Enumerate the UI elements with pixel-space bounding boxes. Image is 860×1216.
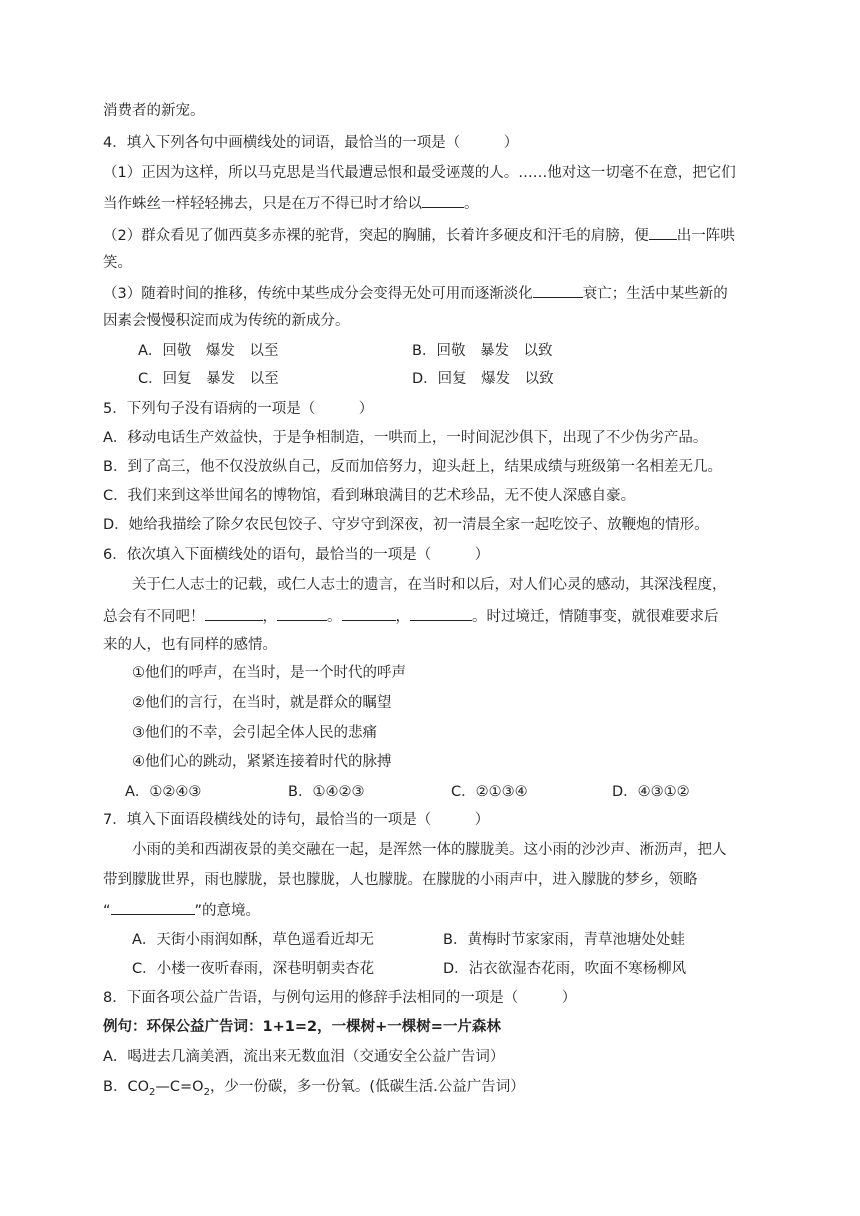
question-5-stem: 5．下列句子没有语病的一项是（ ） <box>103 401 374 417</box>
question-7-stem: 7．填入下面语段横线处的诗句，最恰当的一项是（ ） <box>103 812 490 828</box>
q4-s1-end: 。 <box>464 196 479 212</box>
q4-s2-text: （2）群众看见了伽西莫多赤裸的驼背，突起的胸脯，长着许多硬皮和汗毛的肩膀，便 <box>103 228 649 244</box>
q7-p3-end: ”的意境。 <box>194 903 261 919</box>
q6-option-b: B．①④②③ <box>288 784 365 800</box>
q5-option-a: A．移动电话生产效益快，于是争相制造，一哄而上，一时间泥沙俱下，出现了不少伪劣产品。 <box>103 430 708 446</box>
q4-s1-text: 当作蛛丝一样轻轻拂去，只是在万不得已时才给以 <box>103 196 422 212</box>
q6-item-4: ④他们心的跳动，紧紧连接着时代的脉搏 <box>132 754 392 770</box>
answer-blank <box>342 606 396 621</box>
q7-open-quote: “ <box>103 903 111 919</box>
q4-option-d: D．回复 爆发 以致 <box>412 371 554 387</box>
answer-blank <box>533 283 583 298</box>
q4-sentence-1-line-1: （1）正因为这样，所以马克思是当代最遭忌恨和最受诬蔑的人。……他对这一切毫不在意，把它们 <box>103 165 736 181</box>
q8-b-text: ，少一份碳，多一份氧。(低碳生活.公益广告词） <box>209 1079 525 1095</box>
q6-option-c: C．②①③④ <box>451 784 528 800</box>
answer-blank <box>205 606 263 621</box>
q4-option-a: A．回敬 爆发 以至 <box>138 343 279 359</box>
question-6-stem: 6．依次填入下面横线处的语句，最恰当的一项是（ ） <box>103 547 490 563</box>
q6-option-d: D．④③①② <box>612 784 690 800</box>
q6-item-3: ③他们的不幸，会引起全体人民的悲痛 <box>132 725 377 741</box>
question-4-stem: 4．填入下列各句中画横线处的词语，最恰当的一项是（ ） <box>103 135 519 151</box>
q6-item-2: ②他们的言行，在当时，就是群众的瞩望 <box>132 695 392 711</box>
q7-option-b: B．黄梅时节家家雨，青草池塘处处蛙 <box>443 932 685 948</box>
q4-sentence-2-line-1 <box>103 225 735 246</box>
text-line: 消费者的新宠。 <box>103 103 205 119</box>
q7-passage-line-1: 小雨的美和西湖夜景的美交融在一起，是浑然一体的朦胧美。这小雨的沙沙声、淅沥声，把人 <box>132 842 727 858</box>
q8-b-prefix: B．CO <box>103 1079 149 1095</box>
answer-blank <box>649 225 677 240</box>
q8-option-b <box>103 1077 525 1103</box>
q7-passage-line-3 <box>103 900 260 921</box>
q4-s3-end: 衰亡；生活中某些新的 <box>582 286 728 302</box>
q4-option-c: C．回复 暴发 以至 <box>138 371 279 387</box>
q4-option-b: B．回敬 暴发 以致 <box>412 343 553 359</box>
q5-option-c: C．我们来到这举世闻名的博物馆，看到琳琅满目的艺术珍品，无不使人深感自豪。 <box>103 488 636 504</box>
q4-sentence-3-line-1 <box>103 283 728 304</box>
q8-example: 例句：环保公益广告词：1+1=2，一棵树+一棵树=一片森林 <box>103 1019 501 1035</box>
q7-option-d: D．沾衣欲湿杏花雨，吹面不寒杨柳风 <box>443 961 687 977</box>
q6-item-1: ①他们的呼声，在当时，是一个时代的呼声 <box>132 665 406 681</box>
q6-p2-text: 总会有不同吧！ <box>103 609 205 625</box>
q6-passage-line-3: 来的人，也有同样的感情。 <box>103 637 277 653</box>
q4-s3-text: （3）随着时间的推移，传统中某些成分会变得无处可用而逐渐淡化 <box>103 286 533 302</box>
q6-punct: ， <box>262 609 277 625</box>
answer-blank <box>422 193 464 208</box>
q4-sentence-1-line-2 <box>103 193 479 214</box>
q5-option-b: B．到了高三，他不仅没放纵自己，反而加倍努力，迎头赶上，结果成绩与班级第一名相差无几。 <box>103 459 722 475</box>
answer-blank <box>111 900 195 915</box>
subscript: 2 <box>149 1086 156 1098</box>
q4-s2-end: 出一阵哄 <box>676 228 735 244</box>
q7-option-a: A．天街小雨润如酥，草色遥看近却无 <box>132 932 374 948</box>
q6-punct: 。 <box>327 609 342 625</box>
q6-p2-end: 。时过境迁，情随事变，就很难要求后 <box>472 609 719 625</box>
answer-blank <box>410 606 472 621</box>
q6-passage-line-2 <box>103 606 719 627</box>
q6-option-a: A．①②④③ <box>125 784 202 800</box>
q8-b-formula: —C=O <box>155 1079 204 1095</box>
q4-sentence-2-line-2: 笑。 <box>103 255 132 271</box>
q6-punct: ， <box>395 609 410 625</box>
q8-option-a: A．喝进去几滴美酒，流出来无数血泪（交通安全公益广告词） <box>103 1049 505 1065</box>
q7-passage-line-2: 带到朦胧世界，雨也朦胧，景也朦胧，人也朦胧。在朦胧的小雨声中，进入朦胧的梦乡，领略 <box>103 872 698 888</box>
question-8-stem: 8．下面各项公益广告语，与例句运用的修辞手法相同的一项是（ ） <box>103 990 577 1006</box>
q5-option-d: D．她给我描绘了除夕农民包饺子、守岁守到深夜，初一清晨全家一起吃饺子、放鞭炮的情形。 <box>103 517 709 533</box>
answer-blank <box>277 606 327 621</box>
subscript: 2 <box>203 1086 210 1098</box>
q6-passage-line-1: 关于仁人志士的记载，或仁人志士的遗言，在当时和以后，对人们心灵的感动，其深浅程度， <box>132 577 727 593</box>
q4-sentence-3-line-2: 因素会慢慢积淀而成为传统的新成分。 <box>103 313 350 329</box>
q7-option-c: C．小楼一夜听春雨，深巷明朝卖杏花 <box>132 961 375 977</box>
